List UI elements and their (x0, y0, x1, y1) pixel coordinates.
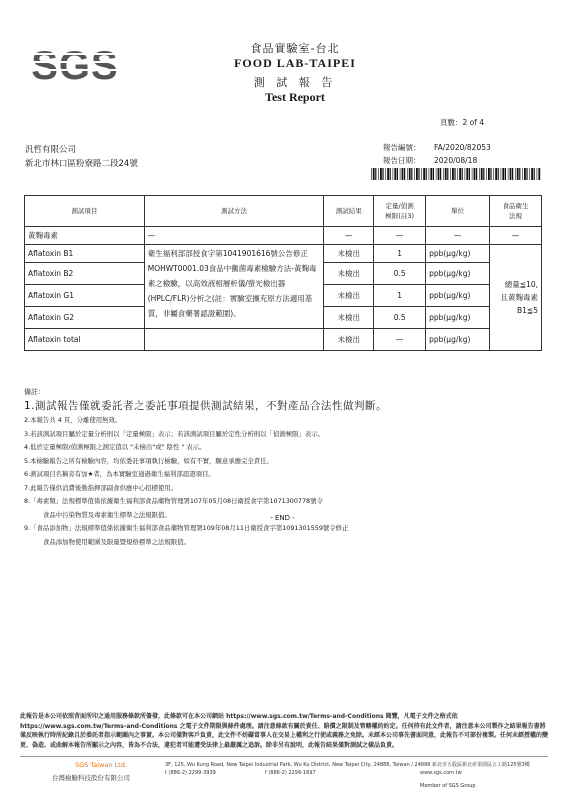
client-address: 新北市林口區粉寮路二段24號 (25, 159, 138, 169)
barcode-bar (495, 168, 497, 180)
disclaimer-text: 此報告是本公司依照背面所印之通用服務條款所簽發，此條款可在本公司網站 https://www.sgs.com.tw/Terms-and-Conditions 閱覽，凡電子文件之格式依 https://www.sgs.com.tw/Terms-and-Conditions 之電子文件期限與條件處理。請注意條款有關於責任、賠償之限制及管轄權的約定。任何持有此文件者，請注意本公司製作之結果報告書將僅反映執行時所紀錄且於委託者指示範圍內之事實。本公司僅對客戶負責，此文件不妨礙當事人在交易上權利之行使或義務之免除。未經本公司事先書面同意，此報告不可部份複製。任何未經授權的變更、偽造、或曲解本報告所顯示之內容，皆為不合法，違犯者可能遭受法律上最嚴厲之追訴。除非另有說明，此報告結果僅對測試之樣品負責。 (20, 713, 549, 749)
barcode-bar (537, 168, 538, 180)
report-date-value: 2020/08/18 (434, 156, 478, 165)
footer-company-en: SGS Taiwan Ltd. (75, 761, 127, 769)
header-standard: 食品衛生 法規 (490, 196, 542, 227)
barcode-bar (423, 168, 425, 180)
barcode-bar (510, 168, 512, 180)
group-unit: — (426, 227, 490, 245)
barcode-bar (387, 168, 389, 180)
test-results-table (24, 195, 542, 351)
barcode-bar (393, 168, 394, 180)
barcode-bar (390, 168, 391, 180)
barcode-bar (407, 168, 408, 180)
remark-item: 6.測試項目名稱旁有加★者，為本實驗室通過衛生福利部認證項目。 (24, 470, 215, 478)
footer-member: Member of SGS Group (420, 783, 476, 789)
barcode-bar (445, 168, 447, 180)
row-unit: ppb(μg/kg) (426, 263, 490, 285)
barcode-bar (459, 168, 461, 180)
remark-item: 8.「毒素類」法規標準值係依據衛生福利部食品藥物管理署107年05月08日衛授食字第1071300778號令 (24, 497, 323, 505)
page-number: 頁數：2 of 4 (440, 118, 485, 127)
footer-website: www.sgs.com.tw (420, 770, 462, 776)
sgs-logo-graphic (25, 36, 125, 86)
barcode-bar (526, 168, 527, 180)
footer-address: 3F, 125, Wu Kung Road, New Taipei Industrial Park, Wu Ku District, New Taipei City, 24886, Taiwan / 24886 新北市五股區新北產業園區五工路125號3樓 (165, 762, 530, 768)
report-date-label: 報告日期： (383, 156, 421, 165)
remark-item: 9.「食品添加物」法規標準值係依據衛生福利部食品藥物管理署109年08月11日衛授食字第1091301559號令修正 (24, 524, 349, 532)
barcode-bar (472, 168, 473, 180)
lab-name-zh: 食品實驗室-台北 (250, 42, 340, 55)
barcode-bar (483, 168, 484, 180)
report-number-value: FA/2020/82053 (434, 143, 491, 152)
report-number-label: 報告編號： (383, 143, 421, 152)
row-result: 未檢出 (324, 245, 374, 263)
barcode-bar (433, 168, 434, 180)
barcode-bar (440, 168, 441, 180)
row-item: Aflatoxin B1 (25, 245, 145, 263)
report-number (383, 142, 491, 153)
report-title-en: Test Report (265, 90, 325, 104)
group-result: — (324, 227, 374, 245)
barcode-bar (402, 168, 404, 180)
group-limit: — (374, 227, 426, 245)
barcode-bar (481, 168, 483, 180)
standard-line: 總量≦10, (504, 280, 538, 289)
barcode-bar (447, 168, 448, 180)
barcode-bar (465, 168, 466, 180)
barcode-bar (474, 168, 476, 180)
group-row (25, 227, 542, 245)
barcode-bar (400, 168, 401, 180)
report-title-zh: 測 試 報 告 (253, 76, 337, 89)
row-method-empty (144, 329, 324, 351)
remark-item: 2.本報告共 4 頁，分離使用無效。 (24, 416, 122, 424)
row-result: 未檢出 (324, 329, 374, 351)
barcode-bar (457, 168, 458, 180)
method-description: 衛生福利部部授食字第1041901616號公告修正MOHWT0001.03食品中黴菌毒素檢驗方法-黃麴毒素之檢驗，以高效液相層析儀/螢光檢出器 (HPLC/FLR)分析之(註：實驗室擴充原方法適用基質，非屬食藥署認證範圍)。 (144, 245, 324, 329)
barcode-bar (371, 168, 372, 180)
barcode-bar (469, 168, 470, 180)
header-item: 測試項目 (25, 196, 145, 227)
barcode-bar (426, 168, 427, 180)
barcode-bar (522, 168, 523, 180)
barcode-bar (501, 168, 502, 180)
remarks-list (24, 398, 544, 549)
row-limit: 0.5 (374, 307, 426, 329)
barcode-bar (373, 168, 375, 180)
header-result: 測試結果 (324, 196, 374, 227)
header-limit: 定量/偵測 極限(註3) (374, 196, 426, 227)
group-standard: — (490, 227, 542, 245)
remarks-title: 備註： (24, 388, 45, 396)
barcode-bar (430, 168, 432, 180)
barcode-bar (409, 168, 411, 180)
barcode-bar (404, 168, 405, 180)
row-item: Aflatoxin B2 (25, 263, 145, 285)
barcode-bar (508, 168, 509, 180)
barcode-bar (479, 168, 480, 180)
standard-line: 且黃麴毒素 (500, 293, 538, 302)
remark-item: 食品中污染物質及毒素衛生標準之法規限值。 (43, 510, 171, 519)
footer-tel: t (886-2) 2299-3939 (165, 770, 216, 776)
table-header-row (25, 196, 542, 227)
row-unit: ppb(μg/kg) (426, 285, 490, 307)
barcode-bar (512, 168, 513, 180)
barcode-bar (382, 168, 383, 180)
group-method: — (144, 227, 324, 245)
remark-item: 食品添加物使用範圍及限量暨規格標準之法規限值。 (43, 537, 190, 546)
barcode-bar (462, 168, 463, 180)
barcode-bar (454, 168, 455, 180)
barcode-bar (505, 168, 506, 180)
standard-line: B1≦5 (517, 306, 538, 315)
barcode-bar (429, 168, 430, 180)
barcode-bar (502, 168, 504, 180)
row-result: 未檢出 (324, 263, 374, 285)
row-result: 未檢出 (324, 307, 374, 329)
barcode-bar (515, 168, 516, 180)
header-method: 測試方法 (144, 196, 324, 227)
row-limit: 1 (374, 285, 426, 307)
barcode-bar (450, 168, 451, 180)
remark-item: 1.測試報告僅就委託者之委託事項提供測試結果，不對產品合法性做判斷。 (24, 400, 388, 412)
barcode-bar (519, 168, 520, 180)
barcode-bar (394, 168, 396, 180)
row-unit: ppb(μg/kg) (426, 307, 490, 329)
remark-item: 3.若該測試項目屬於定量分析則以「定量極限」表示；若該測試項目屬於定性分析則以「偵測極限」表示。 (24, 429, 325, 438)
remark-item: 5.本檢驗報告之所有檢驗內容，均依委託事項執行檢驗，如有不實，願意承擔完全責任。 (24, 456, 273, 465)
header-unit: 單位 (426, 196, 490, 227)
row-result: 未檢出 (324, 285, 374, 307)
barcode-bar (418, 168, 419, 180)
barcode-bar (493, 168, 494, 180)
remark-item: 4.低於定量極限/偵測極限之測定值以 "未檢出"或" 陰性 " 表示。 (24, 443, 206, 451)
barcode-bar (411, 168, 412, 180)
table-row (25, 329, 542, 351)
barcode-bar (476, 168, 477, 180)
row-limit: — (374, 329, 426, 351)
row-limit: 0.5 (374, 263, 426, 285)
lab-name-en: FOOD LAB-TAIPEI (234, 56, 356, 70)
group-item: 黃麴毒素 (25, 227, 145, 245)
barcode-bar (414, 168, 415, 180)
barcode-bar (438, 168, 440, 180)
barcode-bar (498, 168, 499, 180)
barcode-bar (443, 168, 444, 180)
sgs-logo (25, 36, 125, 86)
barcode-bar (380, 168, 382, 180)
barcode-bar (385, 168, 386, 180)
barcode-bar (397, 168, 398, 180)
row-limit: 1 (374, 245, 426, 263)
barcode-bar (375, 168, 376, 180)
barcode-bar (490, 168, 491, 180)
barcode-bar (486, 168, 487, 180)
row-item: Aflatoxin total (25, 329, 145, 351)
row-item: Aflatoxin G2 (25, 307, 145, 329)
barcode-bar (416, 168, 418, 180)
footer-divider (20, 756, 548, 757)
barcode-bar (529, 168, 530, 180)
footer-company-zh: 台灣檢驗科技股份有限公司 (52, 774, 130, 782)
barcode-bar (378, 168, 379, 180)
barcode-bar (421, 168, 422, 180)
barcode-bar (488, 168, 490, 180)
footer-fax: f (886-2) 2299-1697 (265, 770, 316, 776)
barcode-bar (531, 168, 533, 180)
barcode-bar (452, 168, 454, 180)
table-row (25, 245, 542, 263)
row-unit: ppb(μg/kg) (426, 329, 490, 351)
remark-item: 7.此報告僅供消費後勤指揮部副食供應中心招標使用。 (24, 483, 178, 492)
barcode-bar (524, 168, 526, 180)
barcode-bar (534, 168, 535, 180)
row-unit: ppb(μg/kg) (426, 245, 490, 263)
barcode-bar (517, 168, 519, 180)
end-marker: - END - (270, 514, 295, 522)
barcode-bar (538, 168, 540, 180)
barcode-bar (466, 168, 468, 180)
sgs-logo-text: SGS (31, 44, 119, 86)
report-date (383, 155, 477, 166)
regulation-standard (490, 245, 542, 351)
barcode (371, 168, 541, 180)
row-item: Aflatoxin G1 (25, 285, 145, 307)
barcode-bar (436, 168, 437, 180)
client-name: 汎哲有限公司 (25, 145, 77, 155)
